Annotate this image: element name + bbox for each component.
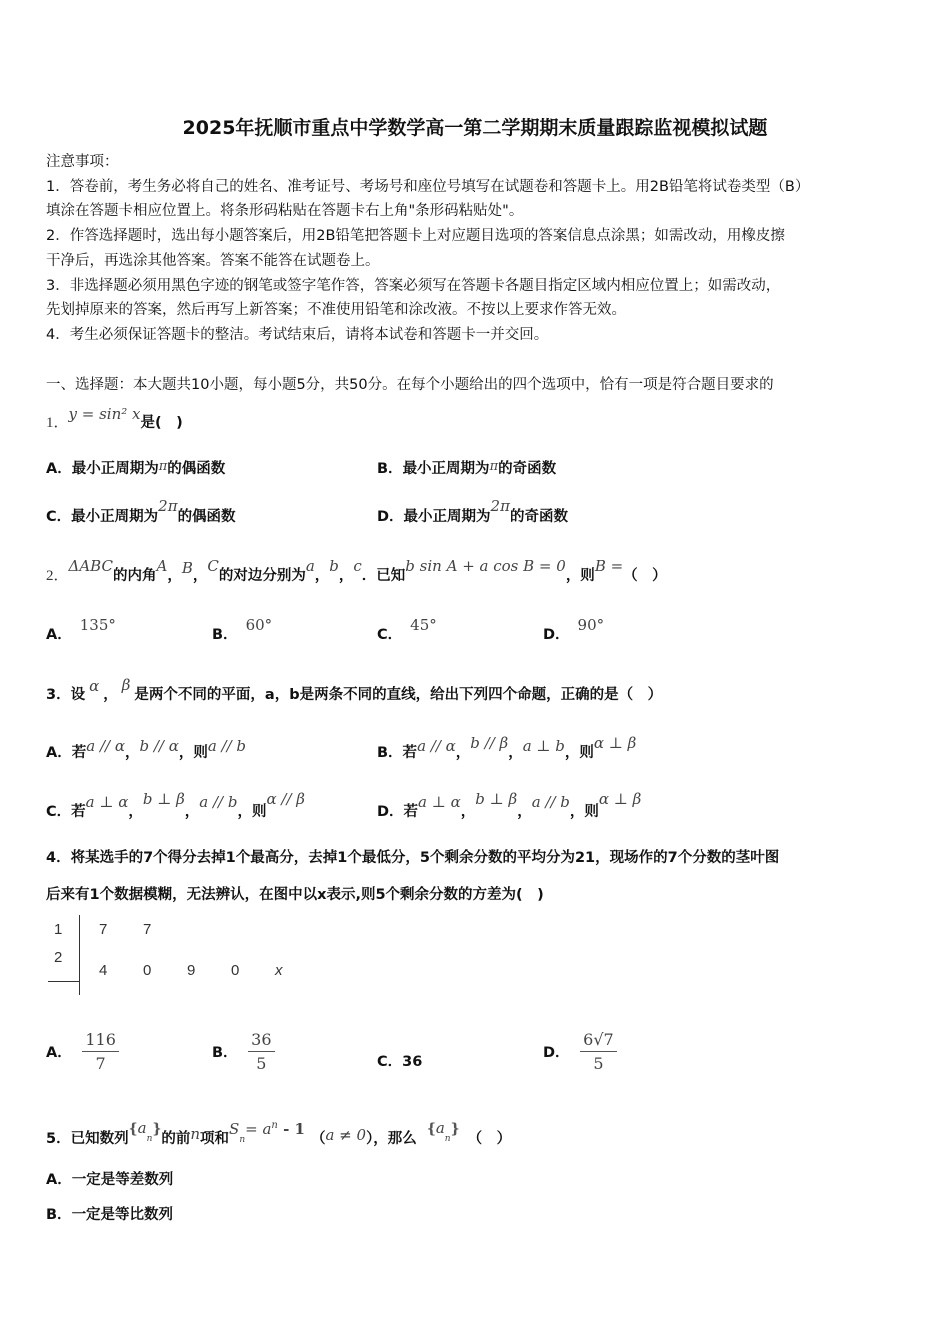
leaf-value: 0 — [143, 962, 152, 979]
stem-leaf-plot — [46, 915, 296, 995]
q4-option-b[interactable]: B． $\frac{36}{5}$ — [212, 1030, 275, 1073]
q3-option-c[interactable]: C．若a ⊥ α，b ⊥ β，a // b，则α // β — [46, 790, 305, 820]
question-2: 2．ΔABC的内角A，B，C的对边分别为a，b，c．已知b sin A + a cos B = 0，则B =（ ） — [46, 557, 667, 584]
stem-value: 2 — [54, 949, 63, 966]
question-4-line2: 后来有1个数据模糊，无法辨认，在图中以x表示,则5个剩余分数的方差为( ) — [46, 887, 544, 903]
q2-option-c[interactable]: C．45° — [377, 616, 437, 643]
notes-heading: 注意事项： — [46, 154, 119, 170]
q2-option-d[interactable]: D．90° — [543, 616, 605, 643]
stem-value: 1 — [54, 921, 63, 938]
math-expression: y = sin² x — [68, 405, 141, 423]
q1-option-a[interactable]: A．最小正周期为π的偶函数 — [46, 459, 226, 477]
q5-option-a[interactable]: A．一定是等差数列 — [46, 1172, 174, 1188]
question-5: 5．已知数列$\{a_n\}$的前n项和$S_n= a^n - 1(a \ne 0)$，那么$\{a_n\}$（ ） — [46, 1119, 512, 1147]
notes-line: 1．答卷前，考生务必将自己的姓名、准考证号、考场号和座位号填写在试题卷和答题卡上。用2B铅笔将试卷类型（B） — [46, 179, 810, 195]
section-heading: 一、选择题：本大题共10小题，每小题5分，共50分。在每个小题给出的四个选项中，恰有一项是符合题目要求的 — [46, 377, 774, 393]
q3-option-d[interactable]: D．若a ⊥ α，b ⊥ β，a // b，则α ⊥ β — [377, 790, 642, 820]
notes-line: 填涂在答题卡相应位置上。将条形码粘贴在答题卡右上角"条形码粘贴处"。 — [46, 203, 524, 219]
page-title: 2025年抚顺市重点中学数学高一第二学期期末质量跟踪监视模拟试题 — [182, 117, 768, 139]
q1-option-b[interactable]: B．最小正周期为π的奇函数 — [377, 459, 557, 477]
stem-underline — [48, 981, 80, 982]
notes-line: 3．非选择题必须用黑色字迹的钢笔或签字笔作答，答案必须写在答题卡各题目指定区域内相应位置上；如需改动， — [46, 278, 781, 294]
q5-option-b[interactable]: B．一定是等比数列 — [46, 1207, 174, 1223]
q4-option-d[interactable]: D． $\frac{6√7}{5}$ — [543, 1030, 617, 1073]
q2-option-b[interactable]: B．60° — [212, 616, 273, 643]
q4-option-c[interactable]: C．36 — [377, 1054, 423, 1070]
math-triangle: ΔABC — [68, 557, 113, 575]
q3-option-a[interactable]: A．若a // α，b // α，则a // b — [46, 737, 247, 761]
q1-option-d[interactable]: D．最小正周期为2π的奇函数 — [377, 497, 568, 525]
leaf-value: 7 — [99, 921, 108, 938]
leaf-value: 0 — [231, 962, 240, 979]
notes-line: 2．作答选择题时，选出每小题答案后，用2B铅笔把答题卡上对应题目选项的答案信息点涂黑；如需改动，用橡皮擦 — [46, 228, 785, 244]
math-equation: b sin A + a cos B = 0 — [405, 557, 566, 575]
question-1 — [46, 405, 183, 436]
q4-option-a[interactable]: A． $\frac{116}{7}$ — [46, 1030, 119, 1073]
stem-divider — [79, 915, 80, 995]
leaf-value: 7 — [143, 921, 152, 938]
q1-option-c[interactable]: C．最小正周期为2π的偶函数 — [46, 497, 236, 525]
question-number: 2． — [46, 568, 69, 584]
question-3: 3．设 α ，β是两个不同的平面，a，b是两条不同的直线，给出下列四个命题，正确的是（ ） — [46, 676, 663, 703]
q2-option-a[interactable]: A．135° — [46, 616, 116, 643]
question-number: 1． — [46, 415, 69, 431]
leaf-value: x — [275, 962, 283, 979]
question-text: 是( ) — [140, 415, 183, 431]
notes-line: 4．考生必须保证答题卡的整洁。考试结束后，请将本试卷和答题卡一并交回。 — [46, 327, 549, 343]
q3-option-b[interactable]: B．若a // α，b // β，a ⊥ b，则α ⊥ β — [377, 734, 637, 761]
notes-line: 干净后，再选涂其他答案。答案不能答在试题卷上。 — [46, 253, 380, 269]
notes-line: 先划掉原来的答案，然后再写上新答案；不准使用铅笔和涂改液。不按以上要求作答无效。 — [46, 302, 626, 318]
leaf-value: 9 — [187, 962, 196, 979]
question-4-line1: 4．将某选手的7个得分去掉1个最高分，去掉1个最低分，5个剩余分数的平均分为21，现场作的7个分数的茎叶图 — [46, 850, 780, 866]
leaf-value: 4 — [99, 962, 108, 979]
